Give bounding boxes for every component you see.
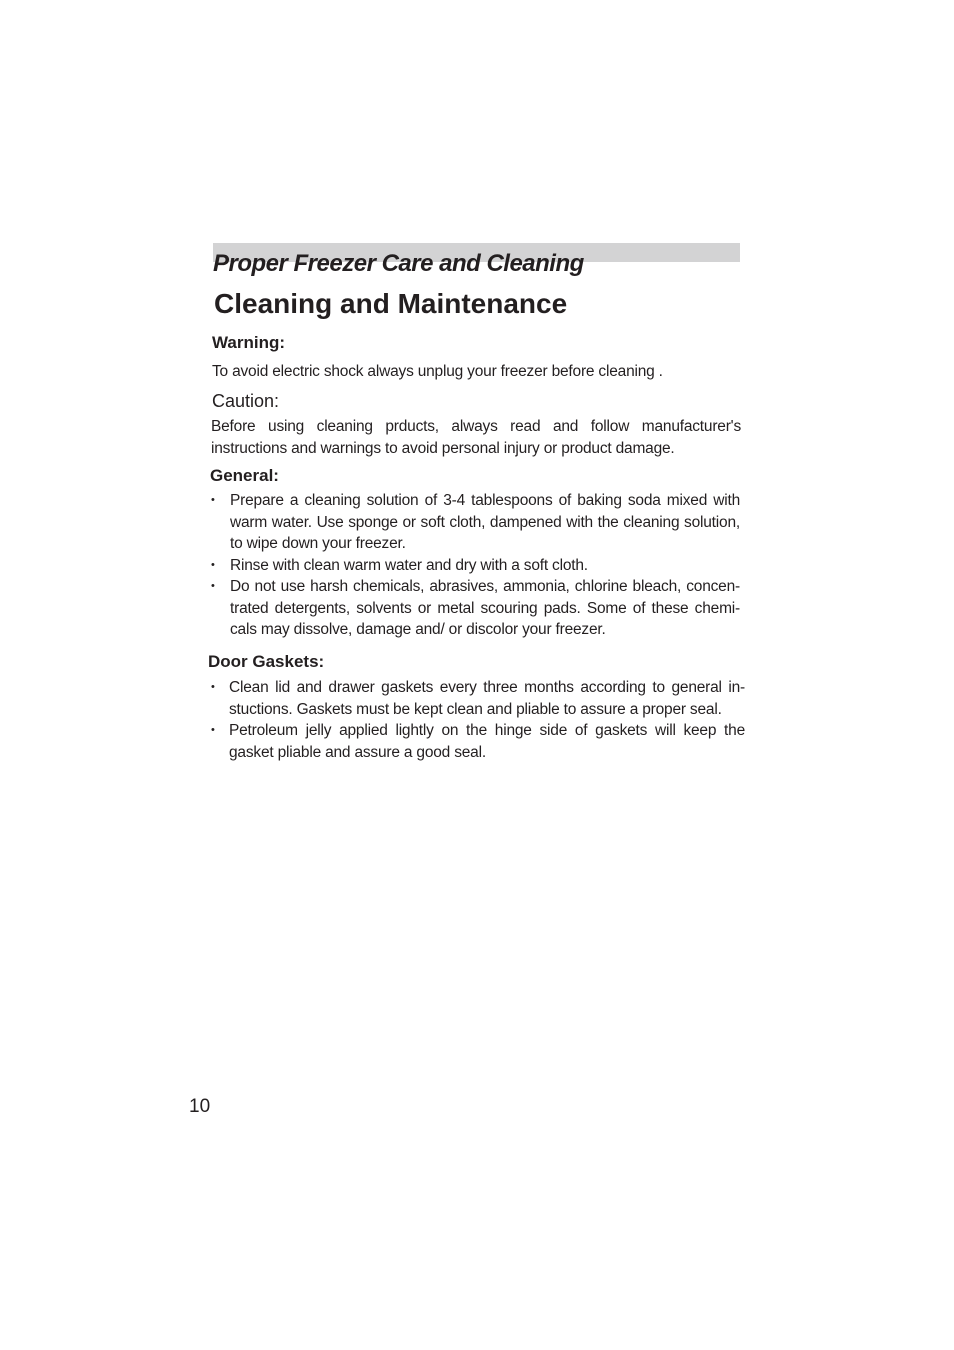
general-label: General: bbox=[210, 466, 279, 485]
list-item-text: Prepare a cleaning solution of 3-4 tablespoons of baking soda mixed with warm water. Use sponge or soft cloth, dampened with the cleaning solution, to wipe down your freezer. bbox=[230, 492, 740, 552]
general-list bbox=[211, 490, 740, 641]
caution-text: Before using cleaning prducts, always read and follow manufacturer's instructions and warnings to avoid personal injury or product damage. bbox=[211, 418, 741, 457]
list-item bbox=[211, 720, 745, 763]
page-number: 10 bbox=[189, 1096, 211, 1117]
list-item bbox=[211, 677, 745, 720]
list-item-text: Do not use harsh chemicals, abrasives, ammonia, chlorine bleach, concen-trated detergents, solvents or metal scouring pads. Some of these chemi-cals may dissolve, damage and/ or discolor your freezer. bbox=[230, 578, 740, 638]
bullet-icon: • bbox=[211, 681, 215, 693]
page-heading: Cleaning and Maintenance bbox=[214, 288, 568, 319]
list-item-text: Rinse with clean warm water and dry with a soft cloth. bbox=[230, 556, 588, 574]
bullet-icon: • bbox=[211, 558, 215, 571]
caution-label: Caution: bbox=[212, 391, 280, 411]
bullet-icon: • bbox=[211, 580, 215, 592]
list-item bbox=[211, 555, 740, 577]
section-title: Proper Freezer Care and Cleaning bbox=[213, 250, 584, 277]
list-item-text: Clean lid and drawer gaskets every three months according to general in-stuctions. Gaskets must be kept clean and pliable to assure a proper seal. bbox=[229, 679, 745, 718]
warning-label: Warning: bbox=[212, 333, 286, 352]
door-gaskets-label: Door Gaskets: bbox=[208, 652, 325, 671]
list-item bbox=[211, 490, 740, 555]
bullet-icon: • bbox=[211, 724, 215, 736]
list-item bbox=[211, 576, 740, 641]
bullet-icon: • bbox=[211, 494, 215, 506]
door-gaskets-list bbox=[211, 677, 745, 763]
list-item-text: Petroleum jelly applied lightly on the hinge side of gaskets will keep the gasket pliable and assure a good seal. bbox=[229, 722, 745, 761]
warning-text: To avoid electric shock always unplug your freezer before cleaning . bbox=[212, 363, 663, 380]
